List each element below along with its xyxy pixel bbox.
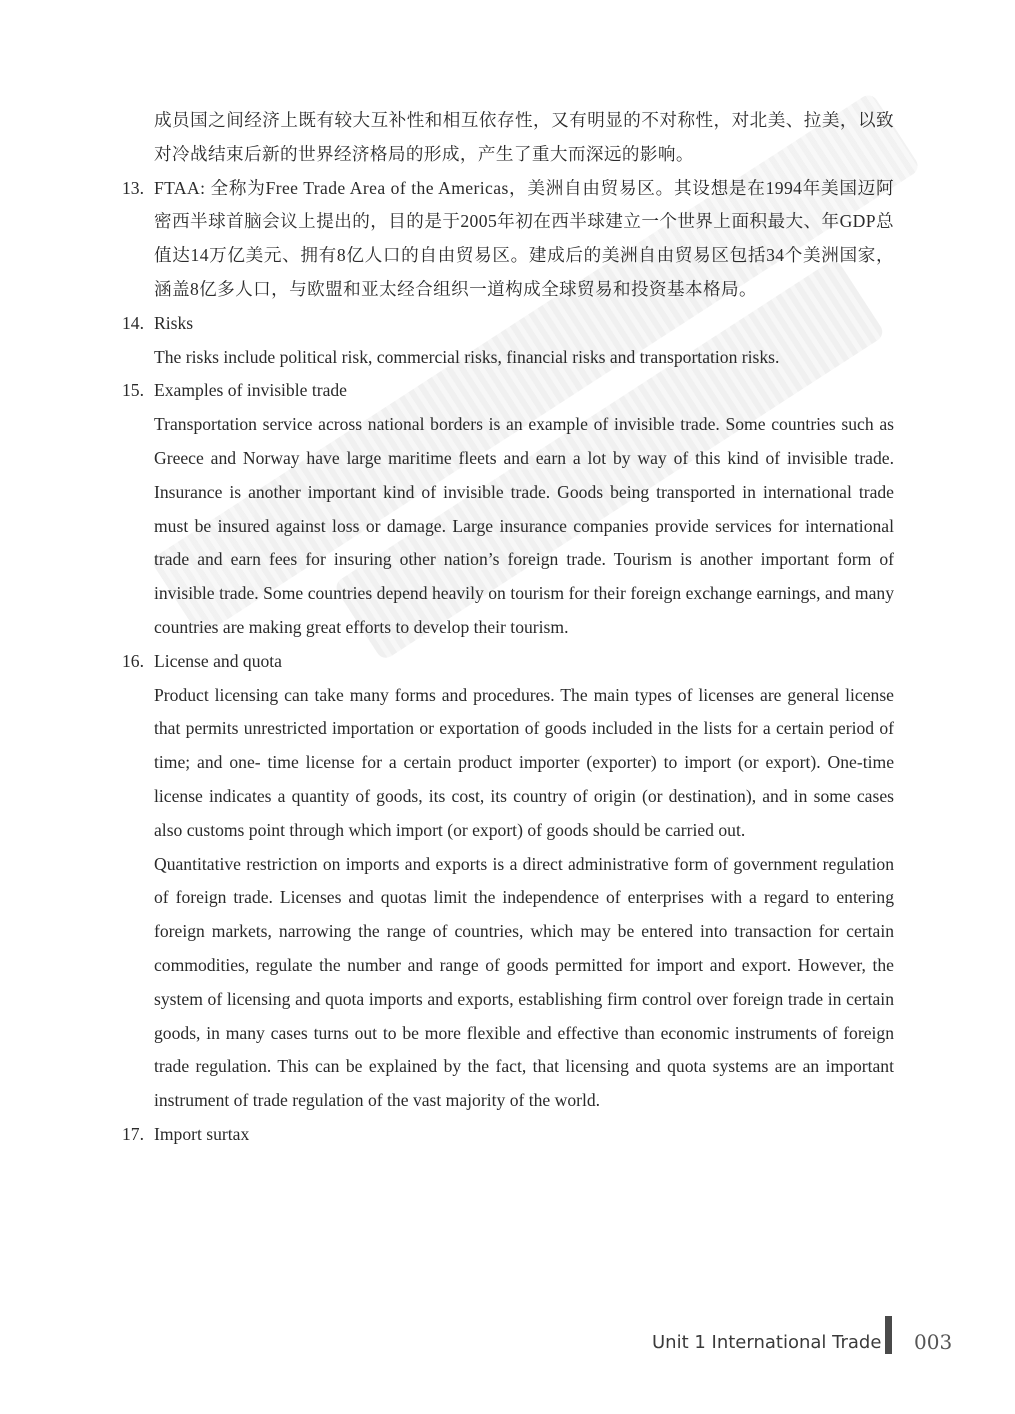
item-body: Quantitative restriction on imports and exports is a direct administrative form of government regulation of foreign trade. Licenses and quotas limit the independence of enterprises with a regard to entering foreign markets, narrowing the range of countries, which may be entered into transaction for certain commodities, regulate the number and range of goods permitted for import and export. However, the system of licensing and quota imports and exports, establishing firm control over foreign trade in certain goods, in many cases turns out to be more flexible and effective than economic instruments of foreign trade regulation. This can be explained by the fact, that licensing and quota systems are an important instrument of trade regulation of the vast majority of the world. (154, 853, 894, 1111)
body-text (120, 104, 894, 1152)
note-item-14 (120, 307, 894, 375)
item-body: Transportation service across national borders is an example of invisible trade. Some countries such as Greece and Norway have large maritime fleets and earn a lot by way of this kind of invisible trade. Insurance is another important kind of invisible trade. Goods being transported in international trade must be insured against loss or damage. Large insurance companies provide services for international trade and earn fees for insuring other nation’s foreign trade. Tourism is another important form of invisible trade. Some countries depend heavily on tourism for their foreign exchange earnings, and many countries are making great efforts to develop their tourism. (154, 414, 894, 637)
running-footer-title: Unit 1 International Trade (652, 1332, 882, 1353)
item-title: License and quota (154, 650, 282, 671)
item-title: Import surtax (154, 1123, 250, 1144)
item-title: Risks (154, 312, 194, 333)
item-body: Product licensing can take many forms and procedures. The main types of licenses are general license that permits unrestricted importation or exportation of goods included in the lists for a certain period of time; and one- time license for a certain product importer (exporter) to import (or export). One-time license indicates a quantity of goods, its cost, its country of origin (or destination), and in some cases also customs point through which import (or export) of goods should be carried out. (154, 684, 894, 840)
item-number: 17. (122, 1123, 144, 1144)
item-number: 16. (122, 650, 144, 671)
footer-divider (885, 1316, 892, 1354)
item-title: Examples of invisible trade (154, 380, 347, 401)
note-item-13 (120, 172, 894, 307)
item-body: The risks include political risk, commercial risks, financial risks and transportation risks. (154, 346, 780, 367)
item-number: 14. (122, 312, 144, 333)
note-item-15 (120, 374, 894, 644)
note-item-16 (120, 645, 894, 1118)
note-item-17 (120, 1118, 894, 1152)
item-number: 13. (122, 177, 144, 198)
page-number: 003 (914, 1330, 953, 1354)
page-footer (652, 1330, 952, 1360)
item-number: 15. (122, 380, 144, 401)
paragraph-continuation: 成员国之间经济上既有较大互补性和相互依存性，又有明显的不对称性，对北美、拉美，以致对冷战结束后新的世界经济格局的形成，产生了重大而深远的影响。 (154, 110, 894, 164)
item-text: FTAA: 全称为Free Trade Area of the Americas，美洲自由贸易区。其设想是在1994年美国迈阿密西半球首脑会议上提出的，目的是于2005年初在西半球建立一个世界上面积最大、年GDP总值达14万亿美元、拥有8亿人口的自由贸易区。建成后的美洲自由贸易区包括34个美洲国家，涵盖8亿多人口，与欧盟和亚太经合组织一道构成全球贸易和投资基本格局。 (154, 177, 894, 299)
